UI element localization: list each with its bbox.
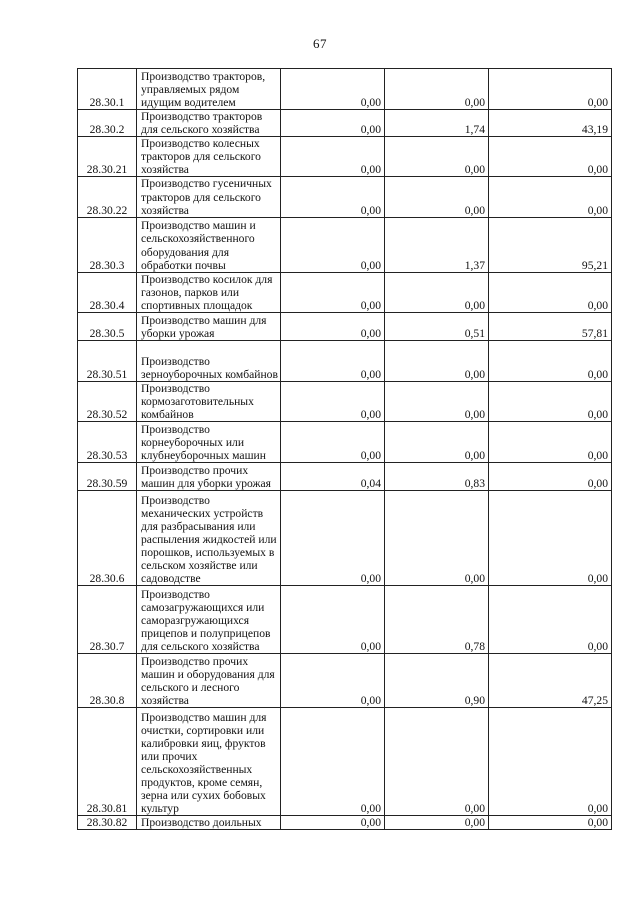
page-number: 67 <box>313 36 327 51</box>
row-value-3: 0,00 <box>489 422 612 463</box>
table-row <box>78 816 612 830</box>
row-value-2: 0,00 <box>385 422 489 463</box>
row-value-2: 0,90 <box>385 654 489 708</box>
row-value-2: 0,83 <box>385 463 489 491</box>
row-value-2: 0,00 <box>385 272 489 312</box>
table-row <box>78 137 612 177</box>
row-name: Производство самозагружающихся или саморазгружающихся прицепов и полуприцепов для сельского хозяйства <box>137 586 281 654</box>
row-value-1: 0,00 <box>281 382 385 422</box>
table-row <box>78 491 612 586</box>
row-value-3: 43,19 <box>489 110 612 137</box>
table-body <box>78 69 612 830</box>
row-code: 28.30.82 <box>78 816 137 830</box>
data-table <box>77 68 612 830</box>
row-value-2: 0,78 <box>385 586 489 654</box>
table-row <box>78 272 612 312</box>
row-value-3: 0,00 <box>489 137 612 177</box>
table-row <box>78 313 612 341</box>
row-code: 28.30.5 <box>78 313 137 341</box>
row-code: 28.30.59 <box>78 463 137 491</box>
row-value-1: 0,00 <box>281 137 385 177</box>
row-code: 28.30.3 <box>78 217 137 272</box>
row-value-2: 0,00 <box>385 69 489 110</box>
row-name: Производство корнеуборочных или клубнеуборочных машин <box>137 422 281 463</box>
row-value-1: 0,00 <box>281 177 385 217</box>
row-name: Производство прочих машин и оборудования для сельского и лесного хозяйства <box>137 654 281 708</box>
row-code: 28.30.21 <box>78 137 137 177</box>
row-value-3: 0,00 <box>489 69 612 110</box>
row-code: 28.30.4 <box>78 272 137 312</box>
row-value-1: 0,00 <box>281 272 385 312</box>
row-value-2: 0,00 <box>385 491 489 586</box>
row-value-1: 0,00 <box>281 816 385 830</box>
row-code: 28.30.81 <box>78 708 137 816</box>
row-name: Производство машин для уборки урожая <box>137 313 281 341</box>
row-value-3: 0,00 <box>489 341 612 382</box>
row-value-1: 0,00 <box>281 69 385 110</box>
row-code: 28.30.53 <box>78 422 137 463</box>
row-name: Производство механических устройств для разбрасывания или распыления жидкостей или порошков, используемых в сельском хозяйстве или садоводстве <box>137 491 281 586</box>
table-row <box>78 708 612 816</box>
row-value-1: 0,00 <box>281 313 385 341</box>
table-row <box>78 586 612 654</box>
row-value-2: 0,00 <box>385 708 489 816</box>
row-value-2: 0,00 <box>385 137 489 177</box>
row-code: 28.30.1 <box>78 69 137 110</box>
row-value-1: 0,00 <box>281 341 385 382</box>
row-name: Производство тракторов, управляемых рядом идущим водителем <box>137 69 281 110</box>
row-value-1: 0,00 <box>281 491 385 586</box>
row-value-3: 0,00 <box>489 816 612 830</box>
row-value-1: 0,00 <box>281 217 385 272</box>
row-value-1: 0,00 <box>281 586 385 654</box>
table-row <box>78 341 612 382</box>
row-value-1: 0,00 <box>281 110 385 137</box>
row-value-2: 1,37 <box>385 217 489 272</box>
table-row <box>78 654 612 708</box>
table-row <box>78 110 612 137</box>
row-name: Производство кормозаготовительных комбайнов <box>137 382 281 422</box>
row-name: Производство косилок для газонов, парков или спортивных площадок <box>137 272 281 312</box>
row-value-3: 47,25 <box>489 654 612 708</box>
row-value-2: 1,74 <box>385 110 489 137</box>
row-value-1: 0,00 <box>281 422 385 463</box>
row-name: Производство гусеничных тракторов для сельского хозяйства <box>137 177 281 217</box>
row-name: Производство машин и сельскохозяйственного оборудования для обработки почвы <box>137 217 281 272</box>
row-value-3: 0,00 <box>489 708 612 816</box>
row-value-3: 0,00 <box>489 586 612 654</box>
row-value-3: 0,00 <box>489 463 612 491</box>
row-value-3: 95,21 <box>489 217 612 272</box>
row-value-3: 0,00 <box>489 177 612 217</box>
row-name: Производство машин для очистки, сортировки или калибровки яиц, фруктов или прочих сельскохозяйственных продуктов, кроме семян, зерна или сухих бобовых культур <box>137 708 281 816</box>
row-name: Производство доильных <box>137 816 281 830</box>
table-row <box>78 422 612 463</box>
row-value-2: 0,00 <box>385 382 489 422</box>
table-row <box>78 177 612 217</box>
row-value-1: 0,00 <box>281 654 385 708</box>
row-value-3: 57,81 <box>489 313 612 341</box>
row-code: 28.30.8 <box>78 654 137 708</box>
row-code: 28.30.7 <box>78 586 137 654</box>
row-value-2: 0,00 <box>385 177 489 217</box>
row-code: 28.30.22 <box>78 177 137 217</box>
table-row <box>78 217 612 272</box>
row-value-3: 0,00 <box>489 491 612 586</box>
row-name: Производство тракторов для сельского хозяйства <box>137 110 281 137</box>
row-name: Производство зерноуборочных комбайнов <box>137 341 281 382</box>
row-value-2: 0,00 <box>385 341 489 382</box>
row-value-2: 0,51 <box>385 313 489 341</box>
row-name: Производство прочих машин для уборки урожая <box>137 463 281 491</box>
table-row <box>78 382 612 422</box>
row-code: 28.30.51 <box>78 341 137 382</box>
row-code: 28.30.2 <box>78 110 137 137</box>
table-row <box>78 463 612 491</box>
row-value-3: 0,00 <box>489 382 612 422</box>
row-name: Производство колесных тракторов для сельского хозяйства <box>137 137 281 177</box>
row-value-1: 0,04 <box>281 463 385 491</box>
row-code: 28.30.6 <box>78 491 137 586</box>
row-value-2: 0,00 <box>385 816 489 830</box>
row-value-1: 0,00 <box>281 708 385 816</box>
row-code: 28.30.52 <box>78 382 137 422</box>
row-value-3: 0,00 <box>489 272 612 312</box>
table-row <box>78 69 612 110</box>
